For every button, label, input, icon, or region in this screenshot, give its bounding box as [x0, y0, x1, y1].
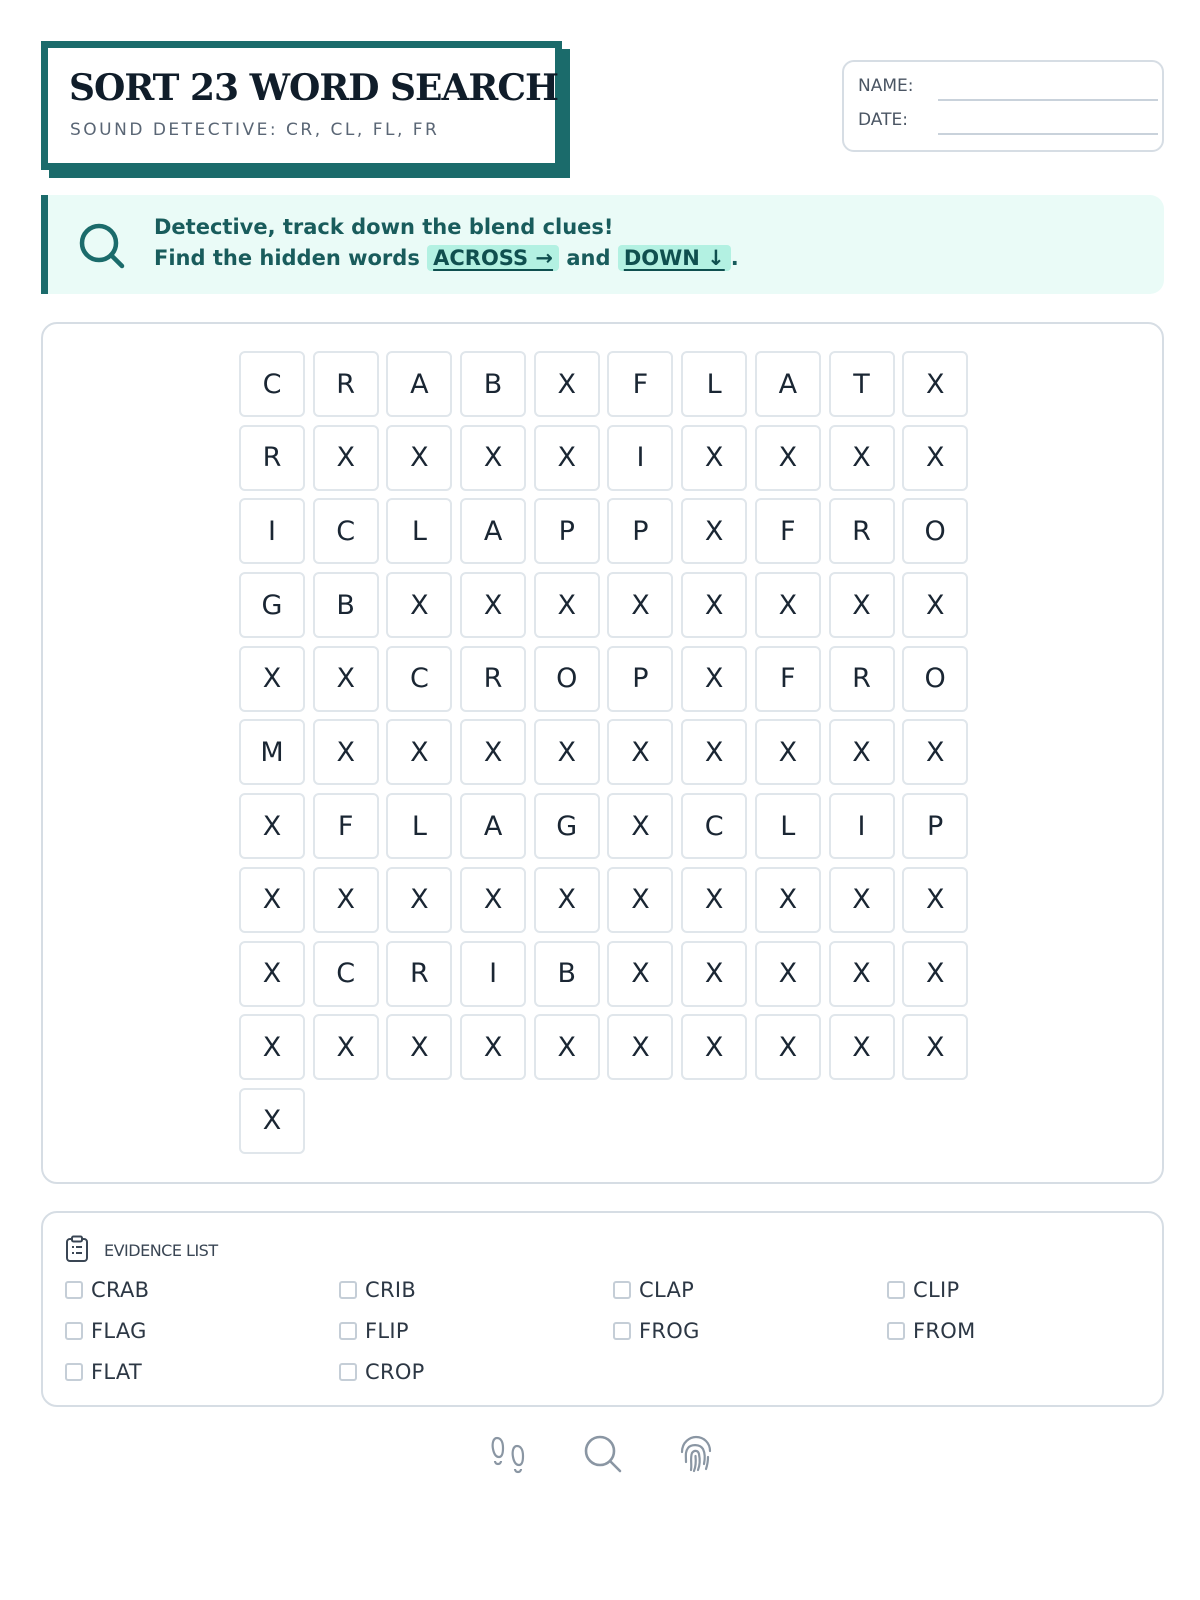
grid-cell[interactable]: F [755, 498, 821, 564]
grid-cell[interactable]: X [755, 867, 821, 933]
grid-cell[interactable]: X [755, 572, 821, 638]
footer-icons [488, 1432, 718, 1476]
page-title: SORT 23 WORD SEARCH [69, 67, 559, 109]
evidence-word: FROM [913, 1319, 976, 1343]
grid-cell[interactable]: X [534, 425, 600, 491]
grid-cell[interactable]: B [534, 941, 600, 1007]
grid-cell[interactable]: X [386, 572, 452, 638]
date-field[interactable] [938, 133, 1158, 135]
grid-cell[interactable]: X [829, 572, 895, 638]
letter-grid [239, 351, 969, 1154]
evidence-item [887, 1318, 1161, 1344]
grid-cell[interactable]: X [681, 719, 747, 785]
evidence-checkbox[interactable] [65, 1363, 83, 1381]
evidence-word: CLAP [639, 1278, 695, 1302]
evidence-checkbox[interactable] [339, 1322, 357, 1340]
grid-cell[interactable]: X [607, 793, 673, 859]
grid-cell[interactable]: X [902, 1014, 968, 1080]
grid-cell[interactable]: C [313, 498, 379, 564]
grid-cell[interactable]: X [534, 572, 600, 638]
page-subtitle: SOUND DETECTIVE: CR, CL, FL, FR [70, 120, 440, 140]
grid-cell[interactable]: X [829, 941, 895, 1007]
grid-cell[interactable]: X [239, 793, 305, 859]
evidence-checkbox[interactable] [887, 1281, 905, 1299]
instructions-suffix: . [730, 246, 739, 270]
grid-cell[interactable]: M [239, 719, 305, 785]
grid-cell[interactable]: F [313, 793, 379, 859]
grid-cell[interactable]: X [681, 498, 747, 564]
grid-cell[interactable]: I [607, 425, 673, 491]
grid-cell[interactable]: X [313, 867, 379, 933]
grid-cell[interactable]: X [681, 572, 747, 638]
evidence-checkbox[interactable] [613, 1281, 631, 1299]
grid-cell[interactable]: X [607, 1014, 673, 1080]
evidence-checkbox[interactable] [65, 1322, 83, 1340]
evidence-title: EVIDENCE LIST [104, 1241, 218, 1260]
grid-cell[interactable]: P [534, 498, 600, 564]
grid-cell[interactable]: X [239, 867, 305, 933]
down-chip: DOWN ↓ [618, 245, 731, 271]
grid-cell[interactable]: X [313, 719, 379, 785]
grid-cell[interactable]: X [534, 1014, 600, 1080]
grid-cell[interactable]: X [239, 1088, 305, 1154]
grid-cell[interactable]: P [607, 498, 673, 564]
grid-cell[interactable]: R [829, 498, 895, 564]
grid-cell[interactable]: A [755, 351, 821, 417]
instructions-banner [41, 195, 1164, 294]
grid-cell[interactable]: G [534, 793, 600, 859]
grid-cell[interactable]: X [607, 719, 673, 785]
grid-cell[interactable]: X [534, 719, 600, 785]
evidence-checkbox[interactable] [887, 1322, 905, 1340]
grid-cell[interactable]: T [829, 351, 895, 417]
evidence-word: FLAT [91, 1360, 143, 1384]
evidence-item [613, 1277, 887, 1303]
evidence-word: FLIP [365, 1319, 409, 1343]
grid-cell[interactable]: X [386, 1014, 452, 1080]
evidence-word: CRAB [91, 1278, 150, 1302]
grid-cell[interactable]: R [239, 425, 305, 491]
instructions-line-1: Detective, track down the blend clues! [154, 215, 614, 239]
evidence-checkbox[interactable] [613, 1322, 631, 1340]
grid-cell[interactable]: X [386, 425, 452, 491]
grid-cell[interactable]: A [460, 793, 526, 859]
grid-cell[interactable]: X [534, 351, 600, 417]
grid-cell[interactable]: X [313, 425, 379, 491]
fingerprint-icon [674, 1432, 718, 1476]
grid-cell[interactable]: F [607, 351, 673, 417]
grid-cell[interactable]: R [313, 351, 379, 417]
grid-cell[interactable]: X [460, 1014, 526, 1080]
name-field[interactable] [938, 99, 1158, 101]
grid-cell[interactable]: X [755, 719, 821, 785]
evidence-word: CRIB [365, 1278, 417, 1302]
grid-cell[interactable]: X [386, 867, 452, 933]
grid-cell[interactable]: X [681, 646, 747, 712]
grid-cell[interactable]: X [829, 1014, 895, 1080]
grid-cell[interactable]: A [386, 351, 452, 417]
name-date-box [842, 60, 1164, 152]
grid-cell[interactable]: L [681, 351, 747, 417]
grid-cell[interactable]: X [902, 572, 968, 638]
word-search-panel [41, 322, 1164, 1184]
grid-cell[interactable]: A [460, 498, 526, 564]
grid-cell[interactable]: R [460, 646, 526, 712]
grid-cell[interactable]: X [902, 941, 968, 1007]
grid-cell[interactable]: X [313, 646, 379, 712]
grid-cell[interactable]: X [534, 867, 600, 933]
evidence-words [65, 1277, 1145, 1385]
grid-cell[interactable]: X [460, 425, 526, 491]
across-chip: ACROSS → [427, 245, 559, 271]
grid-cell[interactable]: X [902, 719, 968, 785]
grid-cell[interactable]: C [239, 351, 305, 417]
evidence-item [613, 1318, 887, 1344]
date-row [858, 106, 1158, 134]
grid-cell[interactable]: O [534, 646, 600, 712]
grid-cell[interactable]: X [313, 1014, 379, 1080]
name-label: NAME: [858, 76, 914, 96]
grid-cell[interactable]: X [681, 941, 747, 1007]
grid-cell[interactable]: X [829, 867, 895, 933]
grid-cell[interactable]: G [239, 572, 305, 638]
grid-cell[interactable]: R [829, 646, 895, 712]
grid-cell[interactable]: X [607, 572, 673, 638]
grid-cell[interactable]: L [386, 793, 452, 859]
grid-cell[interactable]: C [386, 646, 452, 712]
date-label: DATE: [858, 110, 908, 130]
grid-cell[interactable]: O [902, 498, 968, 564]
grid-cell[interactable]: P [902, 793, 968, 859]
grid-cell[interactable]: I [829, 793, 895, 859]
evidence-item [339, 1318, 613, 1344]
grid-cell[interactable]: X [239, 941, 305, 1007]
evidence-item [887, 1277, 1161, 1303]
grid-cell[interactable]: X [239, 1014, 305, 1080]
grid-cell[interactable]: P [607, 646, 673, 712]
grid-cell[interactable]: X [607, 941, 673, 1007]
magnifier-icon [581, 1432, 625, 1476]
grid-cell[interactable]: L [755, 793, 821, 859]
grid-cell[interactable]: L [386, 498, 452, 564]
evidence-item [65, 1359, 339, 1385]
grid-cell[interactable]: X [755, 1014, 821, 1080]
grid-cell[interactable]: F [755, 646, 821, 712]
evidence-checkbox[interactable] [339, 1281, 357, 1299]
grid-cell[interactable]: X [460, 719, 526, 785]
name-row [858, 72, 1158, 100]
title-box [41, 41, 562, 170]
grid-cell[interactable]: X [460, 572, 526, 638]
grid-cell[interactable]: X [902, 867, 968, 933]
instructions-prefix: Find the hidden words [154, 246, 428, 270]
evidence-word: CLIP [913, 1278, 960, 1302]
grid-cell[interactable]: X [239, 646, 305, 712]
grid-cell[interactable]: R [386, 941, 452, 1007]
grid-cell[interactable]: B [313, 572, 379, 638]
evidence-word: FLAG [91, 1319, 147, 1343]
clipboard-icon [65, 1235, 89, 1263]
evidence-word: CROP [365, 1360, 425, 1384]
grid-cell[interactable]: X [829, 719, 895, 785]
grid-cell[interactable]: X [460, 867, 526, 933]
grid-cell[interactable]: I [239, 498, 305, 564]
grid-cell[interactable]: X [902, 351, 968, 417]
evidence-item [339, 1359, 613, 1385]
evidence-list [41, 1211, 1164, 1407]
evidence-item [339, 1277, 613, 1303]
evidence-checkbox[interactable] [65, 1281, 83, 1299]
grid-cell[interactable]: C [313, 941, 379, 1007]
instructions-connector: and [559, 246, 618, 270]
grid-cell[interactable]: O [902, 646, 968, 712]
evidence-item [65, 1318, 339, 1344]
grid-cell[interactable]: X [755, 425, 821, 491]
footprints-icon [488, 1432, 532, 1476]
grid-cell[interactable]: X [902, 425, 968, 491]
magnifier-icon [76, 220, 128, 272]
grid-cell[interactable]: X [681, 425, 747, 491]
grid-cell[interactable]: B [460, 351, 526, 417]
grid-cell[interactable]: X [681, 1014, 747, 1080]
grid-cell[interactable]: C [681, 793, 747, 859]
grid-cell[interactable]: X [829, 425, 895, 491]
instructions-line-2 [154, 245, 739, 271]
evidence-item [65, 1277, 339, 1303]
grid-cell[interactable]: X [681, 867, 747, 933]
evidence-checkbox[interactable] [339, 1363, 357, 1381]
grid-cell[interactable]: X [607, 867, 673, 933]
grid-cell[interactable]: X [386, 719, 452, 785]
grid-cell[interactable]: X [755, 941, 821, 1007]
grid-cell[interactable]: I [460, 941, 526, 1007]
evidence-word: FROG [639, 1319, 700, 1343]
